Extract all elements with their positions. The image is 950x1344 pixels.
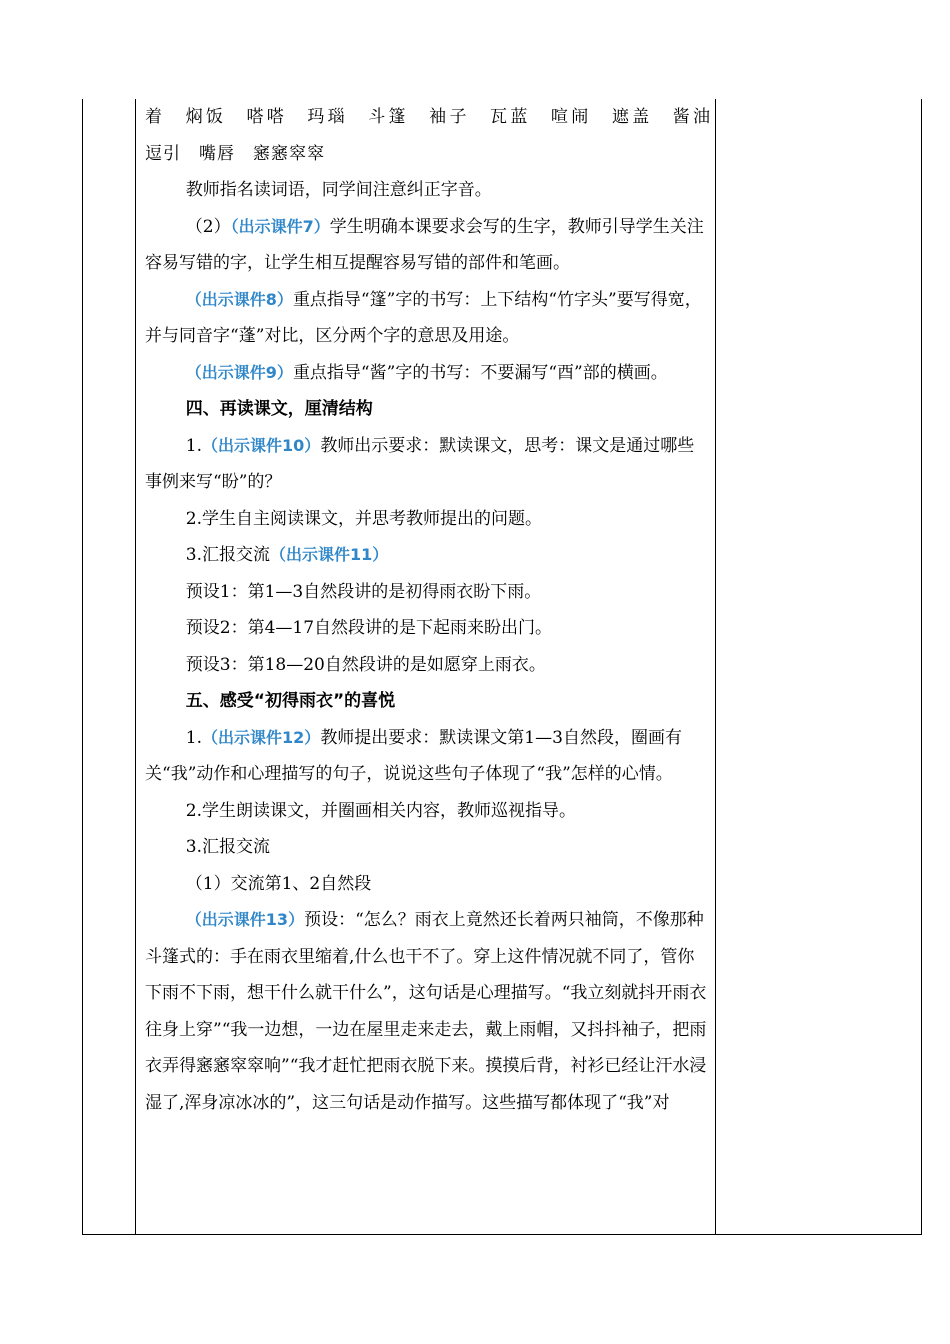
section-heading: 四、再读课文，厘清结构 — [185, 399, 373, 419]
courseware-cue: （出示课件7） — [230, 216, 330, 236]
paragraph: 预设1：第1—3自然段讲的是初得雨衣盼下雨。 — [185, 581, 542, 602]
paragraph: （出示课件9）重点指导“酱”字的书写：不要漏写“酉”部的横画。 — [185, 362, 668, 383]
lesson-content — [145, 99, 711, 1121]
paragraph: 3.汇报交流 — [185, 837, 271, 857]
paragraph: 2.学生自主阅读课文，并思考教师提出的问题。 — [185, 508, 543, 529]
courseware-cue: （出示课件10） — [202, 435, 321, 455]
column-divider-left — [135, 99, 136, 1235]
paragraph: （2）（出示课件7）学生明确本课要求会写的生字，教师引导学生关注容易写错的字，让学生相互提醒容易写错的部件和笔画。 — [145, 216, 704, 273]
vocab-line-1: 着 焖饭 嗒嗒 玛瑙 斗篷 袖子 瓦蓝 喧闹 遮盖 酱油 — [145, 107, 711, 127]
courseware-cue: （出示课件11） — [270, 545, 389, 564]
paragraph: （1）交流第1、2自然段 — [185, 873, 372, 894]
column-divider-right — [715, 99, 716, 1235]
paragraph: 2.学生朗读课文，并圈画相关内容，教师巡视指导。 — [185, 800, 577, 821]
courseware-cue: （出示课件9） — [185, 362, 293, 382]
courseware-cue: （出示课件12） — [202, 727, 321, 747]
vocab-line-2: 逗引 嘴唇 窸窸窣窣 — [145, 143, 325, 164]
courseware-cue: （出示课件8） — [185, 289, 293, 309]
paragraph: 教师指名读词语，同学间注意纠正字音。 — [185, 180, 492, 200]
courseware-cue: （出示课件13） — [185, 910, 305, 929]
paragraph: 1.（出示课件10）教师出示要求：默读课文，思考：课文是通过哪些事例来写“盼”的？ — [145, 435, 695, 492]
paragraph: 3.汇报交流（出示课件11） — [185, 545, 389, 565]
paragraph: （出示课件8）重点指导“篷”字的书写：上下结构“竹字头”要写得宽，并与同音字“蓬”对比，区分两个字的意思及用途。 — [145, 289, 702, 346]
paragraph: 预设3：第18—20自然段讲的是如愿穿上雨衣。 — [185, 654, 546, 675]
paragraph: （出示课件13）预设：“怎么？雨衣上竟然还长着两只袖筒，不像那种斗篷式的：手在雨衣里缩着,什么也干不了。穿上这件情况就不同了，管你下雨不下雨，想干什么就干什么”，这句话是心理描写。“我立刻就抖开雨衣往身上穿”“我一边想，一边在屋里走来走去，戴上雨帽，又抖抖袖子，把雨衣弄得窸窸窣窣响”“我才赶忙把雨衣脱下来。摸摸后背，衬衫已经让汗水浸湿了,浑身凉冰冰的”，这三句话是动作描写。这些描写都体现了“我”对 — [145, 910, 707, 1113]
paragraph: 1.（出示课件12）教师提出要求：默读课文第1—3自然段，圈画有关“我”动作和心理描写的句子，说说这些句子体现了“我”怎样的心情。 — [145, 727, 682, 784]
section-heading: 五、感受“初得雨衣”的喜悦 — [185, 691, 396, 711]
paragraph: 预设2：第4—17自然段讲的是下起雨来盼出门。 — [185, 618, 553, 638]
